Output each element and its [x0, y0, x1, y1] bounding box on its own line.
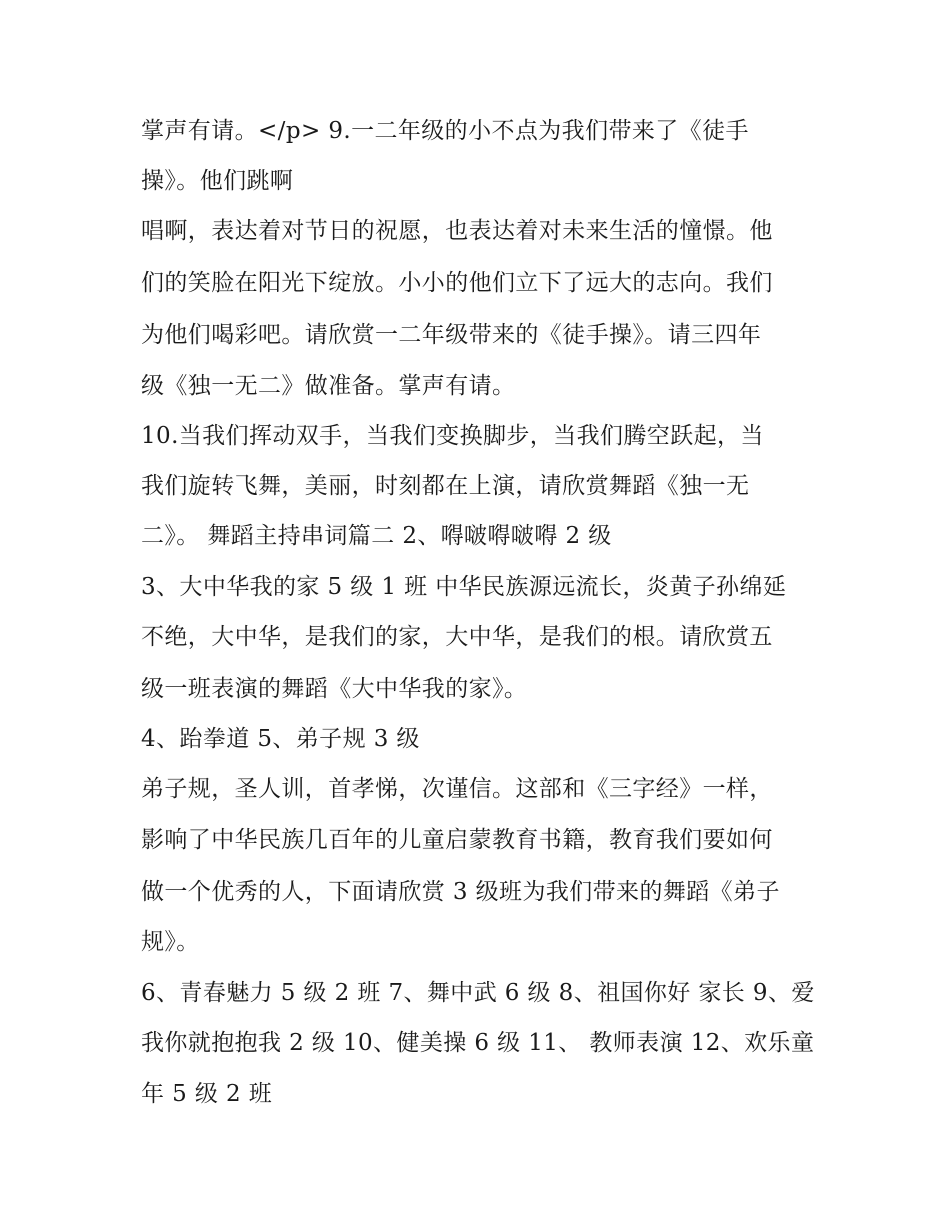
text-line: 掌声有请。</p> 9.一二年级的小不点为我们带来了《徒手 — [141, 118, 749, 144]
text-line: 二》。 舞蹈主持串词篇二 2、嘚啵嘚啵嘚 2 级 — [141, 523, 612, 549]
text-line: 影响了中华民族几百年的儿童启蒙教育书籍，教育我们要如何 — [141, 827, 773, 853]
text-line: 我你就抱抱我 2 级 10、健美操 6 级 11、 教师表演 12、欢乐童 — [141, 1030, 815, 1056]
text-line: 级一班表演的舞蹈《大中华我的家》。 — [141, 676, 528, 702]
text-line: 年 5 级 2 班 — [141, 1081, 273, 1107]
text-line: 弟子规，圣人训，首孝悌，次谨信。这部和《三字经》一样， — [141, 776, 773, 802]
text-line: 们的笑脸在阳光下绽放。小小的他们立下了远大的志向。我们 — [141, 270, 773, 296]
text-line: 6、青春魅力 5 级 2 班 7、舞中武 6 级 8、祖国你好 家长 9、爱 — [141, 980, 815, 1006]
text-line: 10.当我们挥动双手，当我们变换脚步，当我们腾空跃起，当 — [141, 423, 764, 449]
text-line: 3、大中华我的家 5 级 1 班 中华民族源远流长，炎黄子孙绵延 — [141, 574, 787, 600]
text-line: 我们旋转飞舞，美丽，时刻都在上演，请欣赏舞蹈《独一无 — [141, 473, 750, 499]
text-line: 唱啊，表达着对节日的祝愿，也表达着对未来生活的憧憬。他 — [141, 218, 773, 244]
text-line: 做一个优秀的人，下面请欣赏 3 级班为我们带来的舞蹈《弟子 — [141, 879, 780, 905]
text-line: 为他们喝彩吧。请欣赏一二年级带来的《徒手操》。请三四年 — [141, 322, 762, 348]
text-line: 级《独一无二》做准备。掌声有请。 — [141, 373, 516, 399]
text-line: 不绝，大中华，是我们的家，大中华，是我们的根。请欣赏五 — [141, 624, 773, 650]
text-line: 4、跆拳道 5、弟子规 3 级 — [141, 726, 420, 752]
text-line: 规》。 — [141, 929, 200, 955]
text-line: 操》。他们跳啊 — [141, 168, 294, 194]
